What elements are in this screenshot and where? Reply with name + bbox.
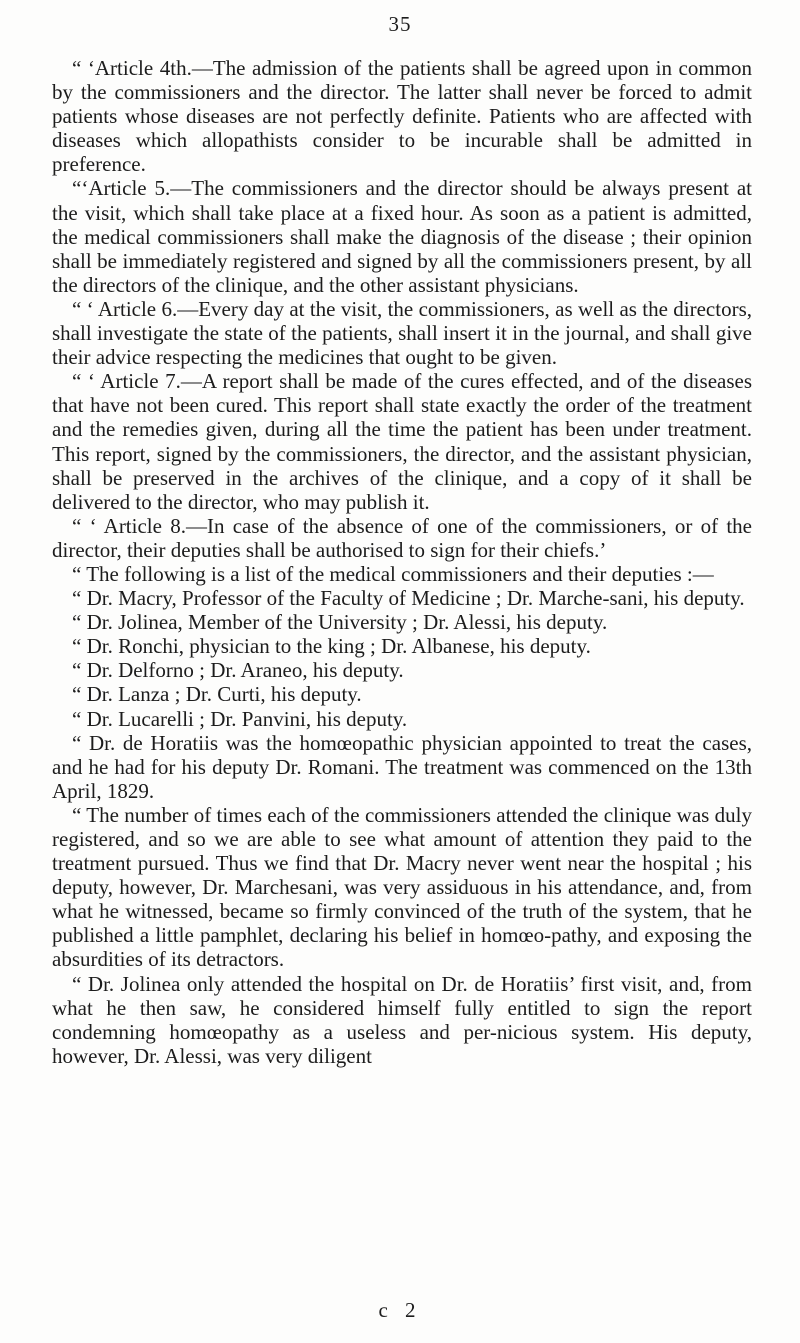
page-number: 35 <box>388 12 412 36</box>
paragraph-article-7: “ ‘ Article 7.—A report shall be made of the cures effected, and of the diseases that have not been cured. This report shall state exactly the order of the treatment and the remedies given, during all the time the patient has been under treatment. This report, signed by the commissioners, the director, and the assistant physician, shall be preserved in the archives of the clinique, and a copy of it shall be delivered to the director, who may publish it. <box>52 369 752 514</box>
paragraph-article-6: “ ‘ Article 6.—Every day at the visit, the commissioners, as well as the directors, shall investigate the state of the patients, shall insert it in the journal, and shall give their advice respecting the medicines that ought to be given. <box>52 296 752 370</box>
paragraph-commissioner-jolinea: “ Dr. Jolinea, Member of the University ; Dr. Alessi, his deputy. <box>72 610 608 635</box>
body-text <box>52 56 752 1068</box>
paragraph-article-8: “ ‘ Article 8.—In case of the absence of one of the commissioners, or of the director, their deputies shall be authorised to sign for their chiefs.’ <box>52 513 752 562</box>
paragraph-commissioner-lucarelli: “ Dr. Lucarelli ; Dr. Panvini, his deputy. <box>72 706 408 731</box>
paragraph-commissioner-macry: “ Dr. Macry, Professor of the Faculty of Medicine ; Dr. Marche-sani, his deputy. <box>72 586 745 611</box>
paragraph-commissioner-delforno: “ Dr. Delforno ; Dr. Araneo, his deputy. <box>72 658 404 683</box>
paragraph-attendance: “ The number of times each of the commissioners attended the clinique was duly registered, and so we are able to see what amount of attention they paid to the treatment pursued. Thus we find that Dr. Macry never went near the hospital ; his deputy, however, Dr. Marchesani, was very assiduous in his attendance, and, from what he witnessed, became so firmly convinced of the truth of the system, that he published a little pamphlet, declaring his belief in homœo-pathy, and exposing the absurdities of its detractors. <box>52 802 752 972</box>
paragraph-jolinea-visit: “ Dr. Jolinea only attended the hospital on Dr. de Horatiis’ first visit, and, from what he then saw, he considered himself fully entitled to sign the report condemning homœopathy as a useless and per-nicious system. His deputy, however, Dr. Alessi, was very diligent <box>52 971 752 1068</box>
paragraph-article-5: “‘Article 5.—The commissioners and the director should be always present at the visit, which shall take place at a fixed hour. As soon as a patient is admitted, the medical commissioners shall make the diagnosis of the disease ; their opinion shall be immediately registered and signed by all the commissioners present, by all the directors of the clinique, and the other assistant physicians. <box>52 176 752 297</box>
signature-mark: c 2 <box>378 1298 422 1322</box>
paragraph-article-4: “ ‘Article 4th.—The admission of the patients shall be agreed upon in common by the commissioners and the director. The latter shall never be forced to admit patients whose diseases are not perfectly definite. Patients who are affected with diseases which allopathists consider to be incurable shall be admitted in preference. <box>52 56 752 177</box>
paragraph-commissioner-lanza: “ Dr. Lanza ; Dr. Curti, his deputy. <box>72 682 362 707</box>
paragraph-de-horatiis: “ Dr. de Horatiis was the homœopathic physician appointed to treat the cases, and he had for his deputy Dr. Romani. The treatment was commenced on the 13th April, 1829. <box>52 730 752 803</box>
paragraph-commissioner-ronchi: “ Dr. Ronchi, physician to the king ; Dr. Albanese, his deputy. <box>72 634 591 659</box>
paragraph-list-intro: “ The following is a list of the medical commissioners and their deputies :— <box>72 561 714 586</box>
